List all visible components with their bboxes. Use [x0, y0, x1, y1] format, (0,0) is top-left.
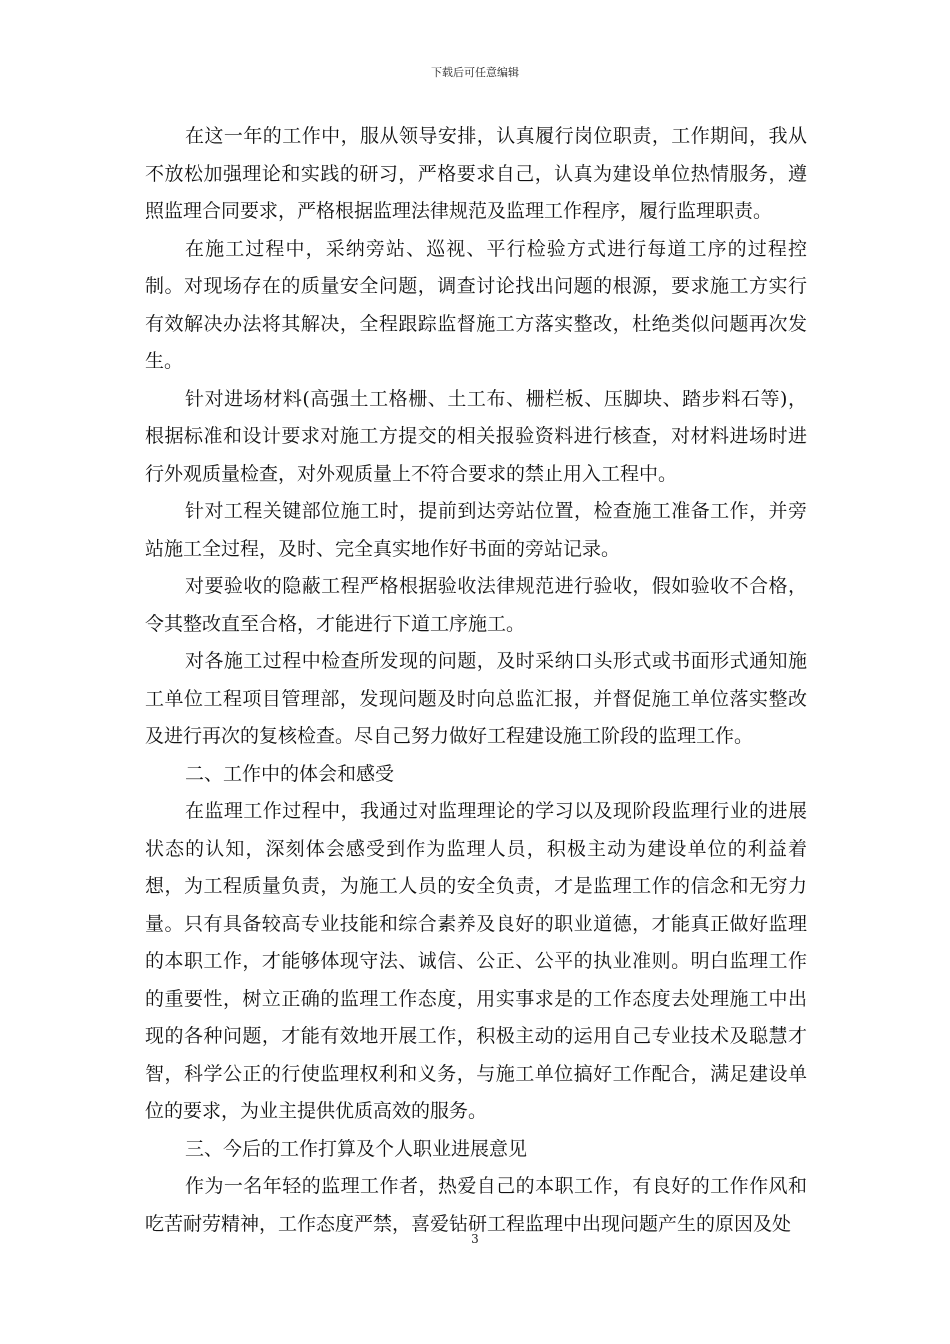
page-number: 3: [471, 1232, 479, 1246]
paragraph-6: 对各施工过程中检查所发现的问题，及时采纳口头形式或书面形式通知施工单位工程项目管理部，发现问题及时向总监汇报，并督促施工单位落实整改及进行再次的复核检查。尽自己努力做好工程建设施工阶段的监理工作。: [145, 650, 807, 747]
page-header: 下载后可任意编辑: [431, 66, 519, 79]
paragraph-5: 对要验收的隐蔽工程严格根据验收法律规范进行验收，假如验收不合格，令其整改直至合格，才能进行下道工序施工。: [145, 575, 807, 635]
section-heading-3: 三、今后的工作打算及个人职业进展意见: [185, 1137, 528, 1160]
paragraph-2: 在施工过程中，采纳旁站、巡视、平行检验方式进行每道工序的过程控制。对现场存在的质量安全问题，调查讨论找出问题的根源，要求施工方实行有效解决办法将其解决，全程跟踪监督施工方落实整改，杜绝类似问题再次发生。: [145, 237, 807, 372]
paragraph-7: 在监理工作过程中，我通过对监理理论的学习以及现阶段监理行业的进展状态的认知，深刻体会感受到作为监理人员，积极主动为建设单位的利益着想，为工程质量负责，为施工人员的安全负责，才是监理工作的信念和无穷力量。只有具备较高专业技能和综合素养及良好的职业道德，才能真正做好监理的本职工作，才能够体现守法、诚信、公正、公平的执业准则。明白监理工作的重要性，树立正确的监理工作态度，用实事求是的工作态度去处理施工中出现的各种问题，才能有效地开展工作，积极主动的运用自己专业技术及聪慧才智，科学公正的行使监理权利和义务，与施工单位搞好工作配合，满足建设单位的要求，为业主提供优质高效的服务。: [145, 800, 807, 1122]
paragraph-1: 在这一年的工作中，服从领导安排，认真履行岗位职责，工作期间，我从不放松加强理论和实践的研习，严格要求自己，认真为建设单位热情服务，遵照监理合同要求，严格根据监理法律规范及监理工作程序，履行监理职责。: [145, 125, 807, 222]
paragraph-3: 针对进场材料(高强土工格栅、土工布、栅栏板、压脚块、踏步料石等)，根据标准和设计要求对施工方提交的相关报验资料进行核查，对材料进场时进行外观质量检查，对外观质量上不符合要求的禁止用入工程中。: [145, 387, 807, 485]
section-heading-2: 二、工作中的体会和感受: [185, 762, 395, 785]
paragraph-8: 作为一名年轻的监理工作者，热爱自己的本职工作，有良好的工作作风和吃苦耐劳精神，工作态度严禁，喜爱钻研工程监理中出现问题产生的原因及处: [145, 1175, 807, 1235]
document-body: [145, 118, 807, 1243]
paragraph-4: 针对工程关键部位施工时，提前到达旁站位置，检查施工准备工作，并旁站施工全过程，及时、完全真实地作好书面的旁站记录。: [145, 500, 807, 560]
